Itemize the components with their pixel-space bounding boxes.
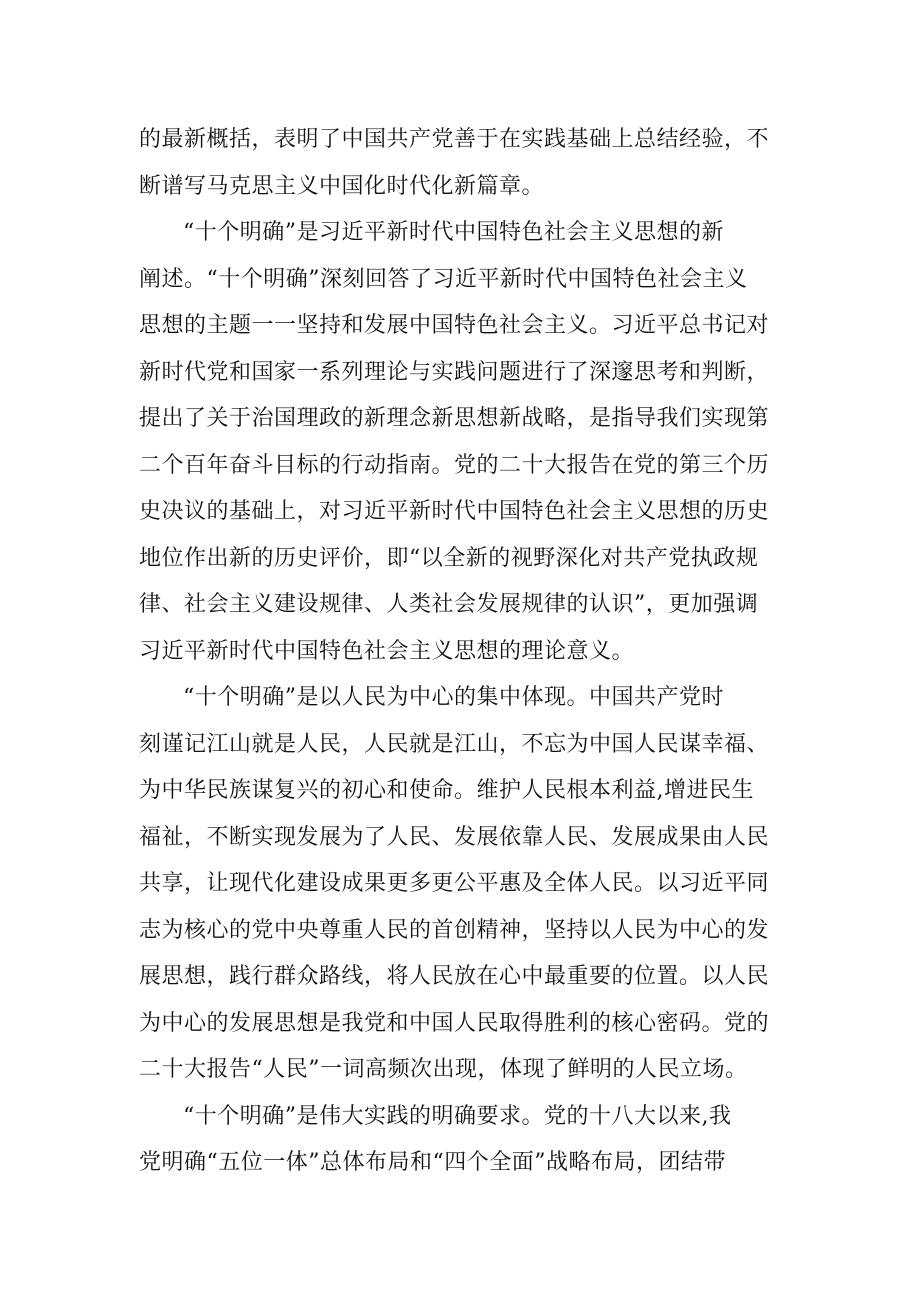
text-line: 展思想，践行群众路线，将人民放在心中最重要的位置。以人民: [139, 964, 770, 989]
text-line: 思想的主题一一坚持和发展中国特色社会主义。习近平总书记对: [139, 313, 770, 338]
text-line: 二十大报告“人民”一词高频次出现，体现了鲜明的人民立场。: [139, 1057, 748, 1082]
text-line: 阐述。“十个明确”深刻回答了习近平新时代中国特色社会主义: [139, 266, 748, 292]
text-line: 志为核心的党中央尊重人民的首创精神，坚持以人民为中心的发: [139, 917, 770, 943]
text-line: 律、社会主义建设规律、人类社会发展规律的认识”，更加强调: [139, 592, 759, 617]
text-line: 断谱写马克思主义中国化时代化新篇章。: [139, 173, 545, 199]
text-line: 为中心的发展思想是我党和中国人民取得胜利的核心密码。党的: [139, 1010, 770, 1036]
text-line: 史决议的基础上，对习近平新时代中国特色社会主义思想的历史: [139, 499, 770, 524]
text-line: 的最新概括，表明了中国共产党善于在实践基础上总结经验，不: [139, 127, 770, 152]
text-line: “十个明确”是以人民为中心的集中体现。中国共产党时: [183, 685, 724, 710]
text-line: 提出了关于治国理政的新理念新思想新战略，是指导我们实现第: [139, 406, 770, 431]
body-text: [139, 117, 799, 1187]
text-line: “十个明确”是伟大实践的明确要求。党的十八大以来,我: [183, 1103, 732, 1129]
text-line: 新时代党和国家一系列理论与实践问题进行了深邃思考和判断，: [139, 359, 770, 385]
text-line: 为中华民族谋复兴的初心和使命。维护人民根本利益,增进民生: [139, 778, 754, 803]
text-line: 刻谨记江山就是人民，人民就是江山，不忘为中国人民谋幸福、: [139, 731, 770, 757]
text-line: 习近平新时代中国特色社会主义思想的理论意义。: [139, 638, 635, 664]
text-line: 福祉，不断实现发展为了人民、发展依靠人民、发展成果由人民: [139, 824, 770, 850]
text-line: “十个明确”是习近平新时代中国特色社会主义思想的新: [183, 220, 724, 245]
text-line: 地位作出新的历史评价，即“以全新的视野深化对共产党执政规: [139, 545, 759, 571]
text-line: 党明确“五位一体”总体布局和“四个全面”战略布局，团结带: [139, 1150, 726, 1175]
text-line: 共享，让现代化建设成果更多更公平惠及全体人民。以习近平同: [139, 871, 770, 896]
text-line: 二个百年奋斗目标的行动指南。党的二十大报告在党的第三个历: [139, 452, 770, 478]
